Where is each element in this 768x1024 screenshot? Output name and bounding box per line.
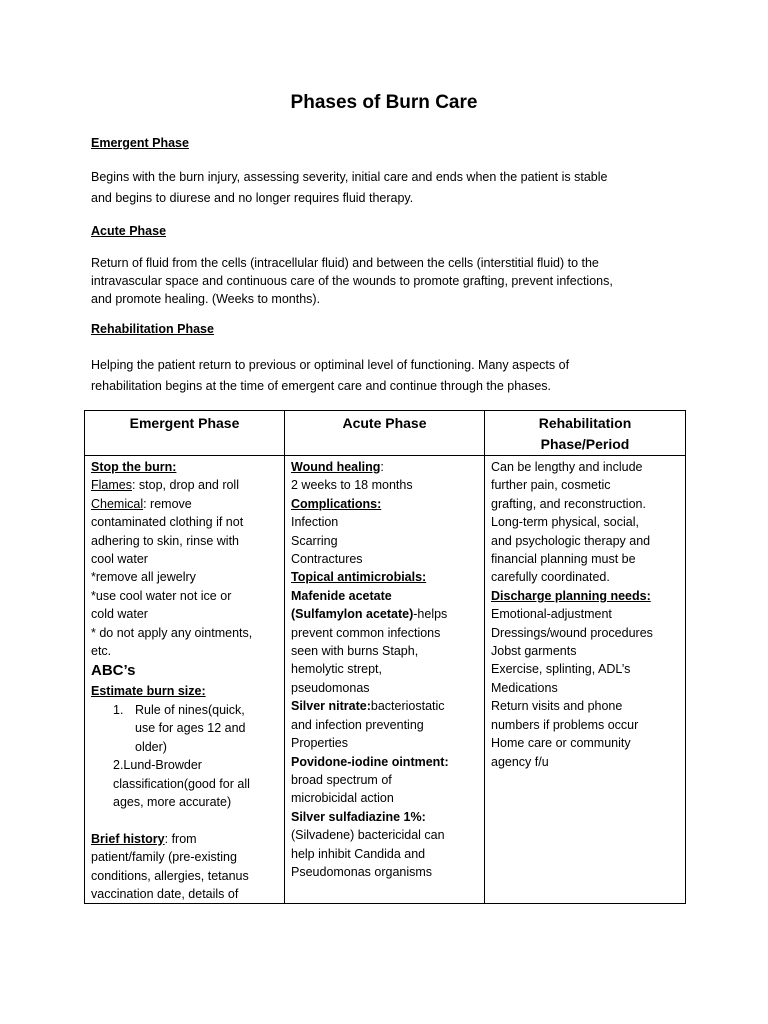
list-item bbox=[91, 701, 279, 719]
paragraph-line: and promote healing. (Weeks to months). bbox=[91, 292, 321, 306]
text-line: etc. bbox=[91, 644, 112, 659]
text-line: Infection bbox=[291, 515, 339, 530]
text-line: and psychologic therapy and bbox=[491, 533, 651, 548]
header-rehabilitation-phase bbox=[485, 411, 686, 456]
text-line: patient/family (pre-existing bbox=[91, 850, 237, 865]
list-item bbox=[291, 458, 479, 476]
mafenide-label: Mafenide acetate bbox=[291, 588, 392, 603]
spacer bbox=[91, 811, 279, 829]
rehabilitation-phase-paragraph bbox=[91, 356, 691, 395]
text-line: cold water bbox=[91, 607, 148, 622]
text-line: contaminated clothing if not bbox=[91, 515, 244, 530]
text-line: * do not apply any ointments, bbox=[91, 625, 253, 640]
text-line: hemolytic strept, bbox=[291, 662, 383, 677]
text-line: *use cool water not ice or bbox=[91, 588, 232, 603]
text-line: Contractures bbox=[291, 552, 363, 567]
text-line: pseudomonas bbox=[291, 680, 370, 695]
acute-phase-paragraph bbox=[91, 254, 691, 308]
text-line: Long-term physical, social, bbox=[491, 515, 639, 530]
silver-sulfadiazine-label: Silver sulfadiazine 1%: bbox=[291, 809, 426, 824]
table-header-row bbox=[85, 411, 686, 456]
text-line: ages, more accurate) bbox=[113, 794, 232, 809]
list-text: Rule of nines(quick, bbox=[135, 702, 245, 717]
text-line: Scarring bbox=[291, 533, 338, 548]
text-line: financial planning must be bbox=[491, 552, 636, 567]
stop-burn-heading: Stop the burn: bbox=[91, 460, 177, 474]
page-title: Phases of Burn Care bbox=[290, 92, 478, 113]
sulfamylon-label: (Sulfamylon acetate) bbox=[291, 607, 414, 622]
silver-nitrate-label: Silver nitrate: bbox=[291, 699, 371, 714]
emergent-phase-cell bbox=[85, 456, 285, 904]
text-line: older) bbox=[135, 739, 167, 754]
text-line: help inhibit Candida and bbox=[291, 846, 426, 861]
silver-nitrate-text: bacteriostatic bbox=[370, 699, 445, 714]
discharge-planning-heading: Discharge planning needs: bbox=[491, 588, 651, 603]
paragraph-line: rehabilitation begins at the time of emergent care and continue through the phases. bbox=[91, 379, 552, 393]
chemical-text: : remove bbox=[143, 496, 192, 511]
header-line: Rehabilitation bbox=[538, 415, 632, 431]
phases-table bbox=[84, 410, 686, 904]
text-line: further pain, cosmetic bbox=[491, 478, 611, 493]
text-line: and infection preventing bbox=[291, 717, 424, 732]
text-line: 2 weeks to 18 months bbox=[291, 478, 413, 493]
text-line: broad spectrum of bbox=[291, 772, 392, 787]
text-line: Home care or community bbox=[491, 736, 631, 751]
sulfamylon-text: -helps bbox=[413, 607, 448, 622]
text-line: carefully coordinated. bbox=[491, 570, 610, 585]
flames-label: Flames bbox=[91, 478, 132, 493]
list-item bbox=[91, 476, 279, 494]
text-line: Medications bbox=[491, 680, 558, 695]
acute-phase-heading: Acute Phase bbox=[91, 224, 167, 238]
paragraph-line: Helping the patient return to previous or optiminal level of functioning. Many aspects of bbox=[91, 358, 570, 372]
text-line: Properties bbox=[291, 736, 348, 751]
text-line: agency f/u bbox=[491, 754, 549, 769]
text-line: use for ages 12 and bbox=[135, 721, 246, 736]
header-acute-phase: Acute Phase bbox=[285, 411, 485, 456]
text-line: Pseudomonas organisms bbox=[291, 864, 433, 879]
emergent-phase-paragraph bbox=[91, 168, 691, 207]
brief-history-text: : from bbox=[164, 831, 197, 846]
text-line: Exercise, splinting, ADL’s bbox=[491, 662, 631, 677]
wound-healing-colon: : bbox=[380, 460, 384, 474]
text-line: classification(good for all bbox=[113, 776, 250, 791]
text-line: Emotional-adjustment bbox=[491, 607, 612, 622]
list-item bbox=[291, 605, 479, 623]
list-item bbox=[91, 495, 279, 513]
paragraph-line: and begins to diurese and no longer requires fluid therapy. bbox=[91, 191, 414, 205]
text-line: grafting, and reconstruction. bbox=[491, 496, 646, 511]
text-line: 2.Lund-Browder bbox=[113, 758, 202, 773]
list-number: 1. bbox=[113, 702, 124, 717]
povidone-iodine-label: Povidone-iodine ointment: bbox=[291, 754, 449, 769]
list-item bbox=[291, 697, 479, 715]
text-line: (Silvadene) bactericidal can bbox=[291, 828, 445, 843]
estimate-burn-size-heading: Estimate burn size: bbox=[91, 684, 206, 699]
brief-history-label: Brief history bbox=[91, 831, 165, 846]
text-line: numbers if problems occur bbox=[491, 717, 639, 732]
abcs-heading: ABC’s bbox=[91, 662, 136, 680]
table-row bbox=[85, 456, 686, 904]
text-line: seen with burns Staph, bbox=[291, 644, 419, 659]
rehabilitation-phase-heading: Rehabilitation Phase bbox=[91, 322, 214, 336]
paragraph-line: Begins with the burn injury, assessing severity, initial care and ends when the patient is stable bbox=[91, 170, 608, 184]
text-line: Can be lengthy and include bbox=[491, 460, 643, 474]
text-line: conditions, allergies, tetanus bbox=[91, 868, 249, 883]
paragraph-line: Return of fluid from the cells (intracellular fluid) and between the cells (interstitial fluid) to the bbox=[91, 256, 599, 270]
topical-antimicrobials-heading: Topical antimicrobials: bbox=[291, 570, 427, 585]
list-item bbox=[91, 830, 279, 848]
text-line: cool water bbox=[91, 552, 148, 567]
flames-text: : stop, drop and roll bbox=[131, 478, 239, 493]
text-line: Jobst garments bbox=[491, 644, 577, 659]
header-emergent-phase: Emergent Phase bbox=[85, 411, 285, 456]
text-line: microbicidal action bbox=[291, 791, 394, 806]
acute-phase-cell bbox=[285, 456, 485, 904]
header-line: Phase/Period bbox=[540, 436, 630, 452]
text-line: Dressings/wound procedures bbox=[491, 625, 653, 640]
chemical-label: Chemical bbox=[91, 496, 144, 511]
wound-healing-label: Wound healing bbox=[291, 460, 381, 474]
complications-heading: Complications: bbox=[291, 496, 382, 511]
text-line: adhering to skin, rinse with bbox=[91, 533, 239, 548]
rehabilitation-phase-cell bbox=[485, 456, 686, 904]
text-line: vaccination date, details of bbox=[91, 886, 239, 901]
paragraph-line: intravascular space and continuous care of the wounds to promote grafting, prevent infections, bbox=[91, 274, 613, 288]
text-line: Return visits and phone bbox=[491, 699, 623, 714]
text-line: prevent common infections bbox=[291, 625, 441, 640]
emergent-phase-heading: Emergent Phase bbox=[91, 136, 189, 150]
text-line: *remove all jewelry bbox=[91, 570, 196, 585]
